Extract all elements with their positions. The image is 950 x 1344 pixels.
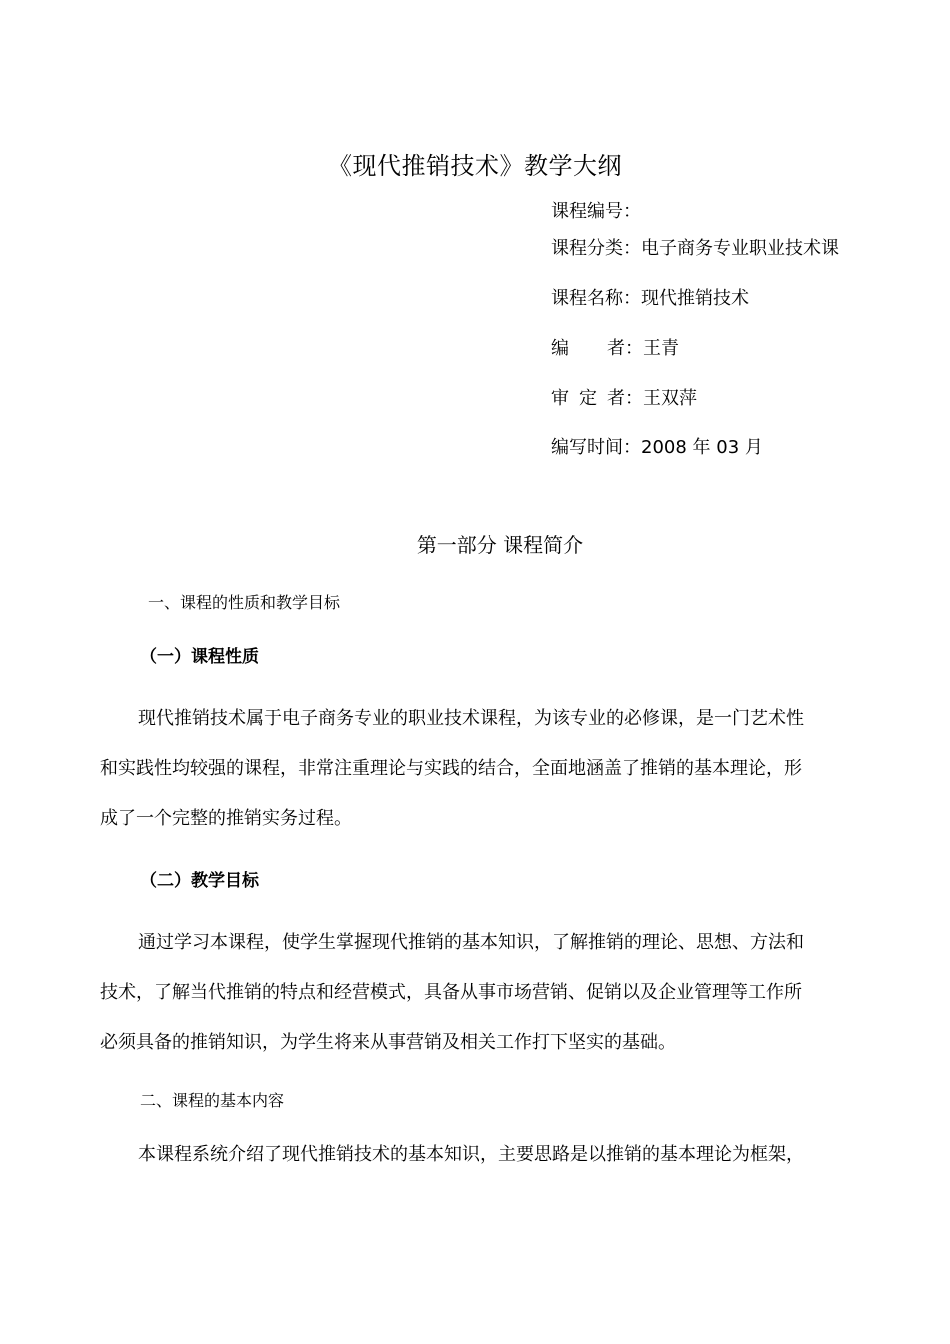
part-one-heading: 第一部分 课程简介: [416, 533, 584, 557]
reviewer-label-last: 者: [607, 388, 625, 409]
nature-line: 现代推销技术属于电子商务专业的职业技术课程，为该专业的必修课，是一门艺术性: [138, 708, 804, 729]
reviewer-label: [551, 387, 625, 411]
course-category-label: 课程分类：: [551, 238, 641, 259]
goals-paragraph: [100, 918, 850, 1068]
course-category-value: 电子商务专业职业技术课: [641, 238, 839, 259]
course-name-value: 现代推销技术: [641, 288, 749, 309]
editor-label-last: 者: [607, 338, 625, 359]
written-time-label: 编写时间：: [551, 437, 641, 458]
nature-line: 成了一个完整的推销实务过程。: [100, 808, 352, 829]
editor-label: [551, 337, 625, 361]
goals-line: 必须具备的推销知识，为学生将来从事营销及相关工作打下坚实的基础。: [100, 1032, 676, 1053]
written-time-value: 2008 年 03 月: [641, 437, 763, 458]
section-one-heading: 一、课程的性质和教学目标: [148, 593, 341, 612]
section-two-heading: 二、课程的基本内容: [140, 1091, 285, 1110]
written-time-row: [551, 436, 763, 460]
editor-label-main: 编: [551, 338, 607, 359]
nature-heading: （一）课程性质: [140, 647, 259, 667]
course-name-row: [551, 287, 749, 311]
reviewer-row: [551, 387, 697, 411]
goals-heading: （二）教学目标: [140, 871, 259, 891]
course-category-row: [551, 237, 839, 261]
reviewer-label-main: 审定: [551, 388, 607, 409]
nature-line: 和实践性均较强的课程，非常注重理论与实践的结合，全面地涵盖了推销的基本理论，形: [100, 758, 802, 779]
editor-sep: ：: [625, 338, 643, 359]
reviewer-sep: ：: [625, 388, 643, 409]
section-two-line: 本课程系统介绍了现代推销技术的基本知识，主要思路是以推销的基本理论为框架，: [138, 1144, 804, 1165]
goals-line: 通过学习本课程，使学生掌握现代推销的基本知识，了解推销的理论、思想、方法和: [138, 932, 804, 953]
course-name-label: 课程名称：: [551, 288, 641, 309]
nature-paragraph: [100, 694, 850, 844]
reviewer-value: 王双萍: [643, 388, 697, 409]
section-two-paragraph: [100, 1130, 850, 1180]
course-code-label: 课程编号：: [551, 201, 641, 222]
editor-value: 王青: [643, 338, 679, 359]
goals-line: 技术，了解当代推销的特点和经营模式，具备从事市场营销、促销以及企业管理等工作所: [100, 982, 802, 1003]
editor-row: [551, 337, 679, 361]
course-code-row: [551, 200, 641, 224]
document-title: 《现代推销技术》教学大纲: [328, 152, 622, 180]
